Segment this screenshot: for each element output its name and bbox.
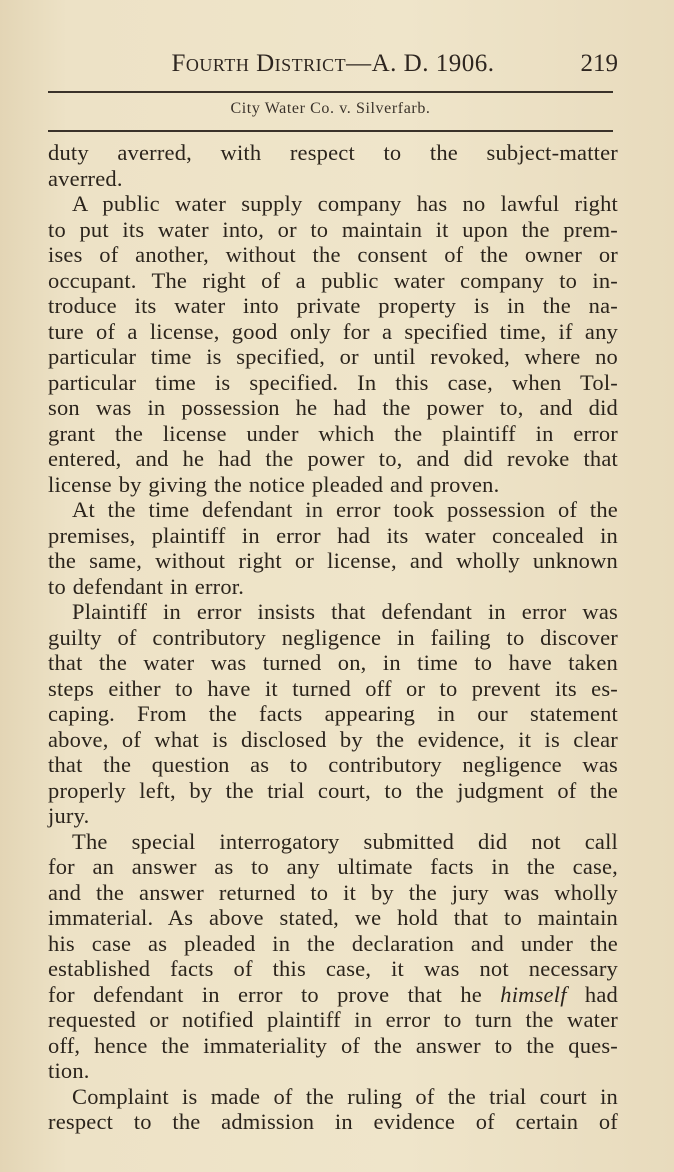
text-line: his case as pleaded in the declaration and under the — [48, 930, 618, 956]
text-line: to put its water into, or to maintain it upon the prem- — [48, 216, 618, 242]
text-line: averred. — [48, 165, 123, 191]
text-line: guilty of contributory negligence in failing to discover — [48, 624, 618, 650]
text-line: caping. From the facts appearing in our statement — [48, 701, 618, 726]
text-line: ture of a license, good only for a specified time, if any — [48, 318, 618, 344]
text-fragment: for defendant in error to prove that he — [48, 981, 501, 1007]
text-line: for an answer as to any ultimate facts in the case, — [48, 854, 618, 879]
text-line: that the water was turned on, in time to have taken — [48, 650, 618, 675]
body-text — [48, 140, 618, 1135]
text-line: occupant. The right of a public water company to in- — [48, 267, 618, 293]
header-rule-top — [48, 91, 613, 93]
text-line: and the answer returned to it by the jury was wholly — [48, 879, 618, 905]
paragraph-start: A public water supply company has no lawful right — [72, 191, 618, 216]
running-head-title: Fourth District—A. D. 1906. — [171, 50, 495, 77]
text-line: tion. — [48, 1058, 90, 1083]
text-line: requested or notified plaintiff in error to turn the water — [48, 1007, 618, 1032]
text-line: above, of what is disclosed by the evidence, it is clear — [48, 726, 618, 752]
text-line: off, hence the immateriality of the answer to the ques- — [48, 1032, 618, 1058]
text-line: properly left, by the trial court, to the judgment of the — [48, 777, 618, 803]
page-number: 219 — [580, 50, 618, 77]
text-line: son was in possession he had the power to, and did — [48, 395, 618, 420]
paragraph-start: The special interrogatory submitted did not call — [72, 828, 618, 854]
text-line: particular time is specified, or until revoked, where no — [48, 344, 618, 369]
text-line: established facts of this case, it was not necessary — [48, 956, 618, 981]
text-line — [48, 982, 618, 1008]
header-rule-bottom — [48, 130, 613, 132]
text-line: premises, plaintiff in error had its water concealed in — [48, 522, 618, 548]
text-line: grant the license under which the plaintiff in error — [48, 420, 618, 446]
running-head — [48, 48, 618, 88]
text-line: respect to the admission in evidence of certain of — [48, 1109, 618, 1134]
text-line: jury. — [48, 803, 90, 828]
text-fragment: had — [566, 981, 618, 1007]
text-line: the same, without right or license, and wholly unknown — [48, 548, 618, 573]
text-line: ises of another, without the consent of the owner or — [48, 242, 618, 267]
paragraph-start: Plaintiff in error insists that defendant in error was — [72, 599, 618, 624]
text-line: that the question as to contributory negligence was — [48, 752, 618, 777]
italic-emphasis: himself — [500, 981, 567, 1007]
paragraph-start: Complaint is made of the ruling of the trial court in — [72, 1083, 618, 1109]
text-line: duty averred, with respect to the subject-matter — [48, 140, 618, 165]
text-line: entered, and he had the power to, and did revoke that — [48, 446, 618, 471]
text-line: particular time is specified. In this case, when Tol- — [48, 369, 618, 395]
text-line: immaterial. As above stated, we hold that to maintain — [48, 905, 618, 930]
text-line: license by giving the notice pleaded and proven. — [48, 471, 500, 497]
text-line: troduce its water into private property is in the na- — [48, 293, 618, 318]
text-line: steps either to have it turned off or to prevent its es- — [48, 675, 618, 701]
paragraph-start: At the time defendant in error took possession of the — [72, 497, 618, 522]
text-line: to defendant in error. — [48, 573, 245, 599]
case-title: City Water Co. v. Silverfarb. — [230, 100, 431, 117]
